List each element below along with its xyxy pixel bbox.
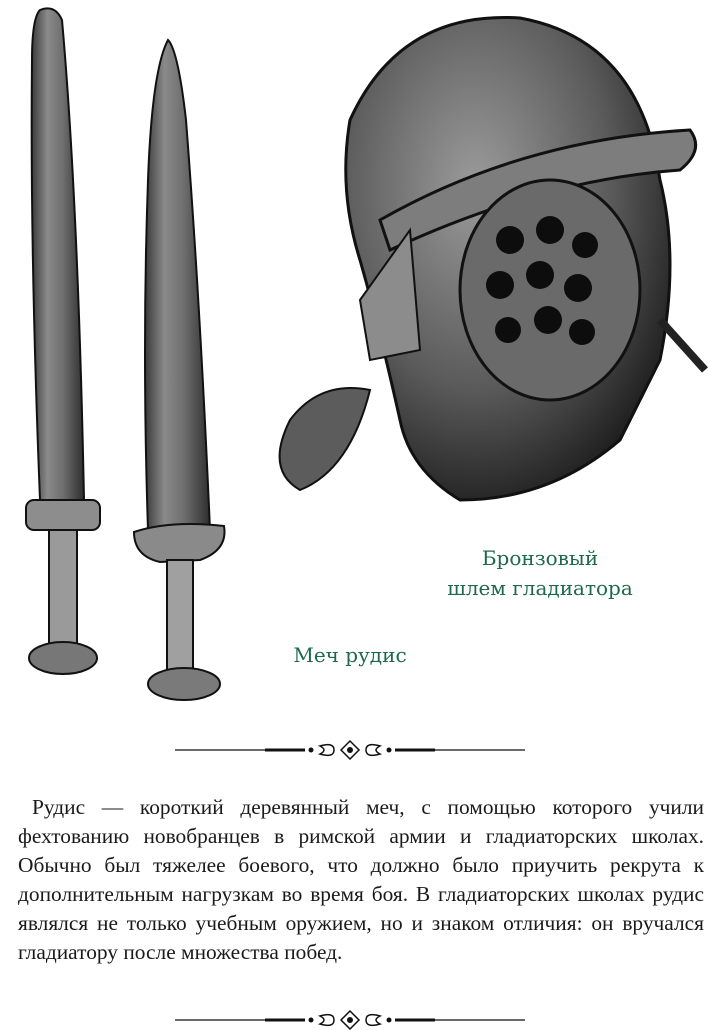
fleuron-divider-bottom-icon — [170, 1010, 530, 1030]
gladiator-helmet-image — [260, 0, 709, 520]
fleuron-divider-icon — [170, 740, 530, 760]
helmet-caption-line1: Бронзовый — [481, 546, 599, 570]
article-paragraph: Рудис — короткий деревянный меч, с помощью которого учили фехтованию новобранцев в римской армии и гладиаторских школах. Обычно был тяжелее боевого, что должно было приучить рекрута к дополнительным нагрузкам во время боя. В гладиаторских школах рудис являлся не только учебным оружием, но и знаком отличия: он вручался гладиатору после множества побед. — [18, 795, 704, 964]
helmet-icon — [280, 17, 705, 500]
sword-right-icon — [134, 40, 225, 700]
rudis-swords-image — [0, 0, 260, 710]
helmet-caption — [420, 543, 660, 603]
sword-left-icon — [26, 8, 100, 674]
sword-caption: Меч рудис — [293, 643, 407, 667]
article-body — [18, 793, 704, 967]
helmet-caption-line2: шлем гладиатора — [447, 576, 633, 600]
